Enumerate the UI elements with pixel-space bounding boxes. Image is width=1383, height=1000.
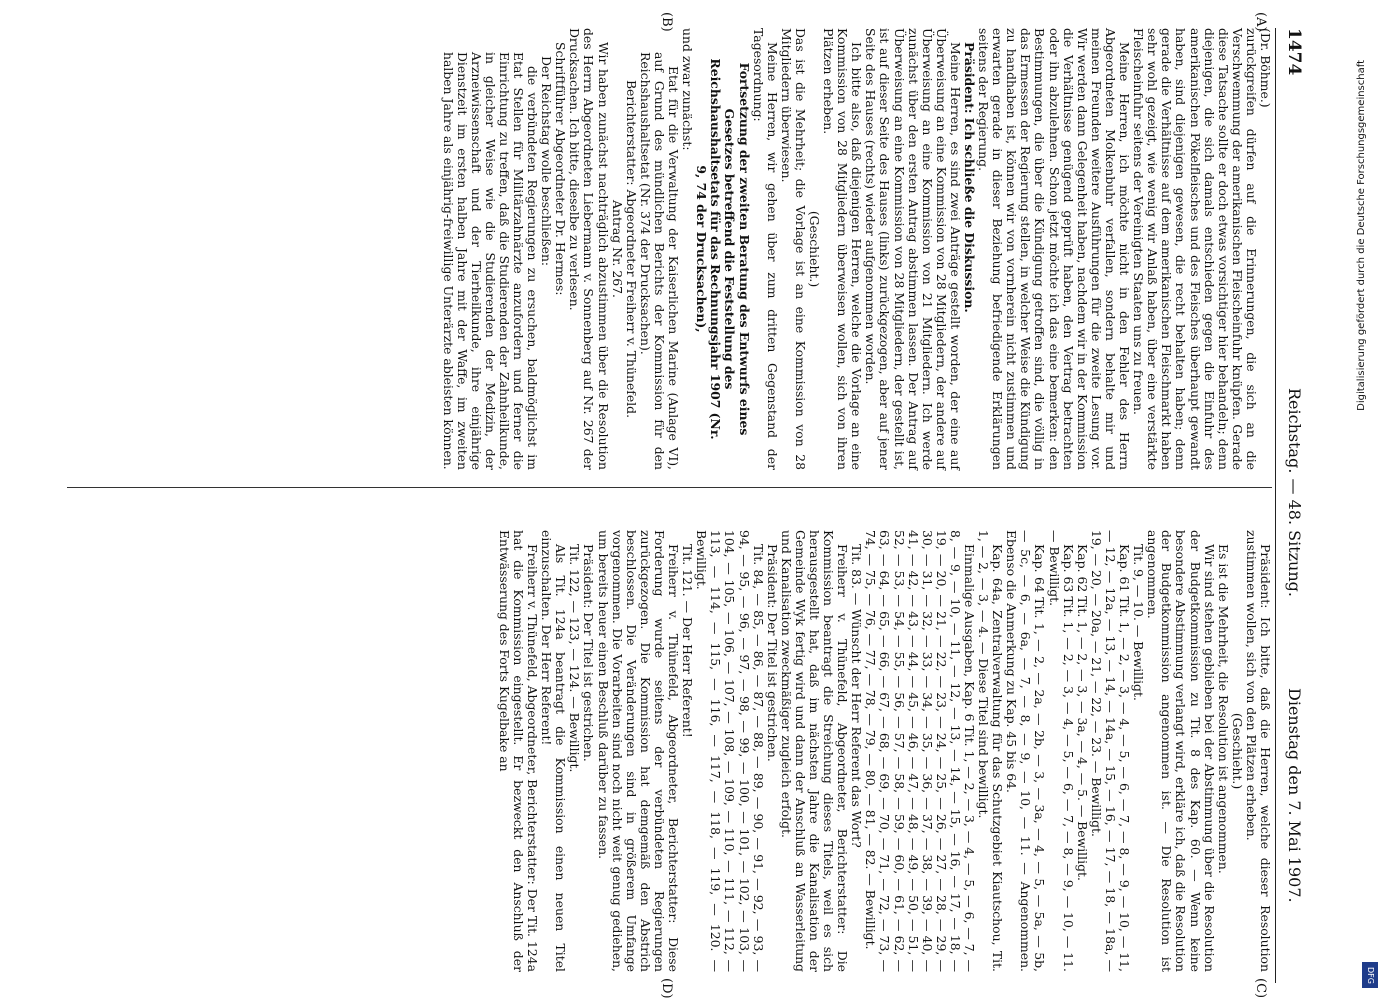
speaker-statement: Freiherr v. Thünefeld, Abgeordneter, Berichterstatter: Der Tit. 124a hat die Kommission eingestellt. Er bezweckt den Anschluß der Entwässerung des Forts Kugelbake an [496,530,541,972]
vote-line: Kap. 63 Tit. 1, — 2, — 3, — 4, — 5, — 6, — 7, — 8, — 9, — 10, — 11. — Bewilligt. [1046,530,1076,972]
digitization-credit [1356,60,1378,960]
session-title: Reichstag. — 48. Sitzung. [1285,388,1304,597]
agenda-subitem: Etat für die Verwaltung der Kaiserlichen Marine (Anlage VI), auf Grund des mündlichen Berichts der Kommission für den Reichshaushaltsetat (Nr. 374 der Drucksachen). [637,52,682,470]
paragraph: Meine Herren, es sind zwei Anträge gestellt worden, der eine auf Überweisung an eine Kommission von 28 Mitgliedern, der andere auf Überweisung an eine Kommission von 21 Mitgliedern. Ich werde zunächst über den ersten Antrag abstimmen lassen. Der Antrag auf Überweisung an eine Kommission von 28 Mitgliedern, der gestellt ist, ist auf dieser Seite des Hauses (links) zurückgezogen, aber auf jener Seite des Hauses (rechts) wieder aufgenommen worden. [863,28,963,470]
speaker-ref: (Dr. Böhme.) [1258,28,1273,108]
vote-line: Tit. 121. — Der Herr Referent! [680,544,696,738]
paragraph: Der Reichstag wolle beschließen: [539,56,555,267]
page-number: 1474 [1284,28,1304,76]
paragraph: Ich bitte also, daß diejenigen Herren, welche die Vorlage an eine Kommission von 28 Mitgliedern überweisen wollen, sich von ihren Plätzen erheben. [821,28,865,470]
margin-mark-a: (A) [1253,12,1268,32]
paragraph: zurückgreifen dürfen auf die Erinnerungen, die sich an die Verschwemmung der amerikanischen Fleischeinfuhr knüpfen. Gerade diese Tatsache sollte er doch etwas vorsichtiger hier behandeln; denn diejenigen, die sich damals entschieden gegen die Einfuhr des amerikanischen Pökelfleisches und des Fleisches überhaupt gewandt haben, sind diejenigen gewesen, die recht behalten haben; denn gerade die Verhältnisse auf dem amerikanischen Fleischmarkt haben sehr wohl gezeigt, wie wenig wir Anlaß haben, über eine verstärkte Fleischeinfuhr seitens der Vereinigten Staaten uns zu freuen. [1131,28,1259,470]
margin-mark-b: (B) [659,12,674,32]
president-statement: Präsident: Ich schließe die Diskussion. [962,42,978,313]
credit-text: Digitalisierung gefördert durch die Deutsche Forschungsgemeinschaft [1356,60,1367,411]
column-divider [67,487,1272,488]
vote-line: Tit. 122, — 123, — 124. — Bewilligt. [567,544,583,773]
page-header [1275,28,1316,983]
vote-line: Kap. 61 Tit. 1, — 2, — 3, — 4, — 5, — 6, — 7, — 8, — 9, — 10, — 11, — 12, — 12a, — 13, — 14, — 14a, — 15, — 16, — 17, — 18, — 18a, — 19, — 20, — 20a, — 21, — 22, — 23. — Bewilligt. [1088,530,1133,972]
vote-line: Tit. 84, — 85, — 86, — 87, — 88, — 89, — 90, — 91, — 92, — 93, — 94, — 95, — 96, — 97, — 98, — 99, — 100, — 101, — 102, — 103, — 104, — 105, — 106, — 107, — 108, — 109, — 110, — 111, — 112, — 113, — 114, — 115, — 116, — 117, — 118, — 119, — 120. — Bewilligt. [694,530,766,972]
interjection: (Geschieht.) [807,210,822,288]
president-statement: Präsident: Der Titel ist gestrichen. [581,544,597,762]
motion-number: Antrag Nr. 267. [609,200,625,298]
vote-line: Kap. 64 Tit. 1, — 2, — 2a, — 2b, — 3, — 3a, — 4, — 5, — 5a, — 5b, — 5c, — 6, — 6a, — 7, — 8, — 9, — 10, — 11. — Angenommen. Ebenso die Anmerkung zu Kap. 45 bis 64. [1004,530,1048,972]
paragraph: Wir sind stehen geblieben bei der Abstimmung über die Resolution der Budgetkommission zu Tit. 8 des Kap. 60. — Wenn keine besondere Abstimmung verlangt wird, erkläre ich, daß die Resolution der Budgetkommission angenommen ist. — Die Resolution ist angenommen. [1145,530,1217,972]
margin-mark-d: (D) [659,978,674,999]
session-date: Dienstag den 7. Mai 1907. [1285,688,1304,903]
paragraph: Das ist die Mehrheit; die Vorlage ist an eine Kommission von 28 Mitgliedern überwiesen. [778,28,808,470]
vote-line: Tit. 9, — 10. — Bewilligt. [1131,544,1147,701]
paragraph: Meine Herren, ich möchte nicht in den Fehler des Herrn Abgeordneten Molkenbuhr verfallen, sondern behalte mir und meinen Freunden weitere Ausführungen für die zweite Lesung vor. Wir werden dann Gelegenheit haben, nachdem wir in der Kommission die Verhältnisse genügend geprüft haben, den Vertrag betrachten oder ihn abzulehnen. Schon jetzt möchte ich das eine bemerken: den Bestimmungen, die über die Kündigung getroffen sind, die völlig in das Ermessen der Regierung stellen, in welcher Weise die Kündigung zu handhaben ist, können wir von vornherein nicht zustimmen und erwarten gerade in dieser Beziehung befriedigende Erklärungen seitens der Regierung. [976,28,1133,470]
president-statement: Präsident: Der Titel ist gestrichen. [764,544,780,762]
vote-line: Einmalige Ausgaben, Kap. 6 Tit. 1, — 2, — 3, — 4, — 5, — 6, — 7, — 8, — 9, — 10, — 11, — 12, — 13, — 14, — 15, — 16, — 17, — 18, — 19, — 20, — 21, — 22, — 23, — 24, — 25, — 26, — 27, — 28, — 29, — 30, — 31, — 32, — 33, — 34, — 35, — 36, — 37, — 38, — 39, — 40, — 41, — 42, — 43, — 44, — 45, — 46, — 47, — 48, — 49, — 50, — 51, — 52, — 53, — 54, — 55, — 56, — 57, — 58, — 59, — 60, — 61, — 62, — 63, — 64, — 65, — 66, — 67, — 68, — 69, — 70, — 71, — 72, — 73, — 74, — 75, — 76, — 77, — 78, — 79, — 80, — 81, — 82. — Bewilligt. [863,530,978,972]
margin-mark-c: (C) [1253,978,1268,999]
paragraph: Es ist die Mehrheit, die Resolution ist angenommen. [1215,544,1231,874]
left-column [440,28,1272,470]
resolution-text: die verbündeten Regierungen zu ersuchen, baldmöglichst im Etat Stellen für Militärzahnärzte anzufordern und ferner die Einrichtung zu treffen, daß die Studierenden der Zahnheilkunde, in gleicher Weise wie die Studierenden der Medizin, der Arzneiwissenschaft und der Tierheilkunde, ihre einjährige Dienstzeit im ersten halben Jahre mit der Waffe, im zweiten halben Jahre als einjährig-freiwillige Unterärzte ableisten können. [440,52,541,470]
paragraph: Als Tit. 124a beantragt die Kommission einen neuen Titel einzuschalten. Der Herr Referent! [539,530,569,972]
vote-line: Tit. 83. — Wünscht der Herr Referent das Wort? [849,544,865,848]
secretary: Schriftführer Abgeordneter Dr. Hermes: [553,42,569,296]
right-column [497,530,1272,972]
interjection: (Geschieht.) [1229,712,1245,790]
dfg-logo: DFG [1362,962,1378,988]
vote-line: Kap. 64a, Zentralverwaltung für das Schutzgebiet Kiautschou, Tit. 1, — 2, — 3, — 4. — Diese Titel sind bewilligt. [976,530,1006,972]
speaker-statement: Freiherr v. Thünefeld, Abgeordneter, Berichterstatter: Diese Forderung wurde seitens der verbündeten Regierungen zurückgezogen. Die Kommission hat demgemäß den Abstrich beschlossen. Die Veränderungen sind in größerem Umfange vorgenommen. Die Vorarbeiten sind noch nicht weit genug gediehen, um bereits heuer einen Beschluß darüber zu fassen. [595,530,682,972]
rapporteur: Berichterstatter: Abgeordneter Freiherr v. Thünefeld. [623,79,639,419]
paragraph: Meine Herren, wir gehen über zum dritten Gegenstand der Tagesordnung: [750,28,780,470]
paragraph: und zwar zunächst: [680,28,696,151]
paragraph: Wir haben zunächst nachträglich abzustimmen über die Resolution des Herrn Abgeordneten Liebermann v. Sonnenberg auf Nr. 267 der Drucksachen. Ich bitte, dieselbe zu verlesen. [567,28,611,470]
president-statement: Präsident: Ich bitte, daß die Herren, welche dieser Resolution zustimmen wollen, sich von den Plätzen erheben. [1243,530,1273,972]
speaker-statement: Freiherr v. Thünefeld, Abgeordneter, Berichterstatter: Die Kommission beantragt die Streichung dieses Titels, weil es sich herausgestellt hat, daß im nächsten Jahre die Kanalisation der Gemeinde Wyk fertig wird und dann der Anschluß an Wasserleitung und Kanalisation zweckmäßiger zugleich erfolgt. [778,530,851,972]
vote-line: Kap. 62 Tit. 1, — 2, — 3, — 3a, — 4, — 5. — Bewilligt. [1074,544,1090,881]
agenda-item: Fortsetzung der zweiten Beratung des Entwurfs eines Gesetzes betreffend die Feststellung des Reichshaushaltsetats für das Rechnungsjahr 1907 (Nr. 9, 74 der Drucksachen), [694,58,752,440]
